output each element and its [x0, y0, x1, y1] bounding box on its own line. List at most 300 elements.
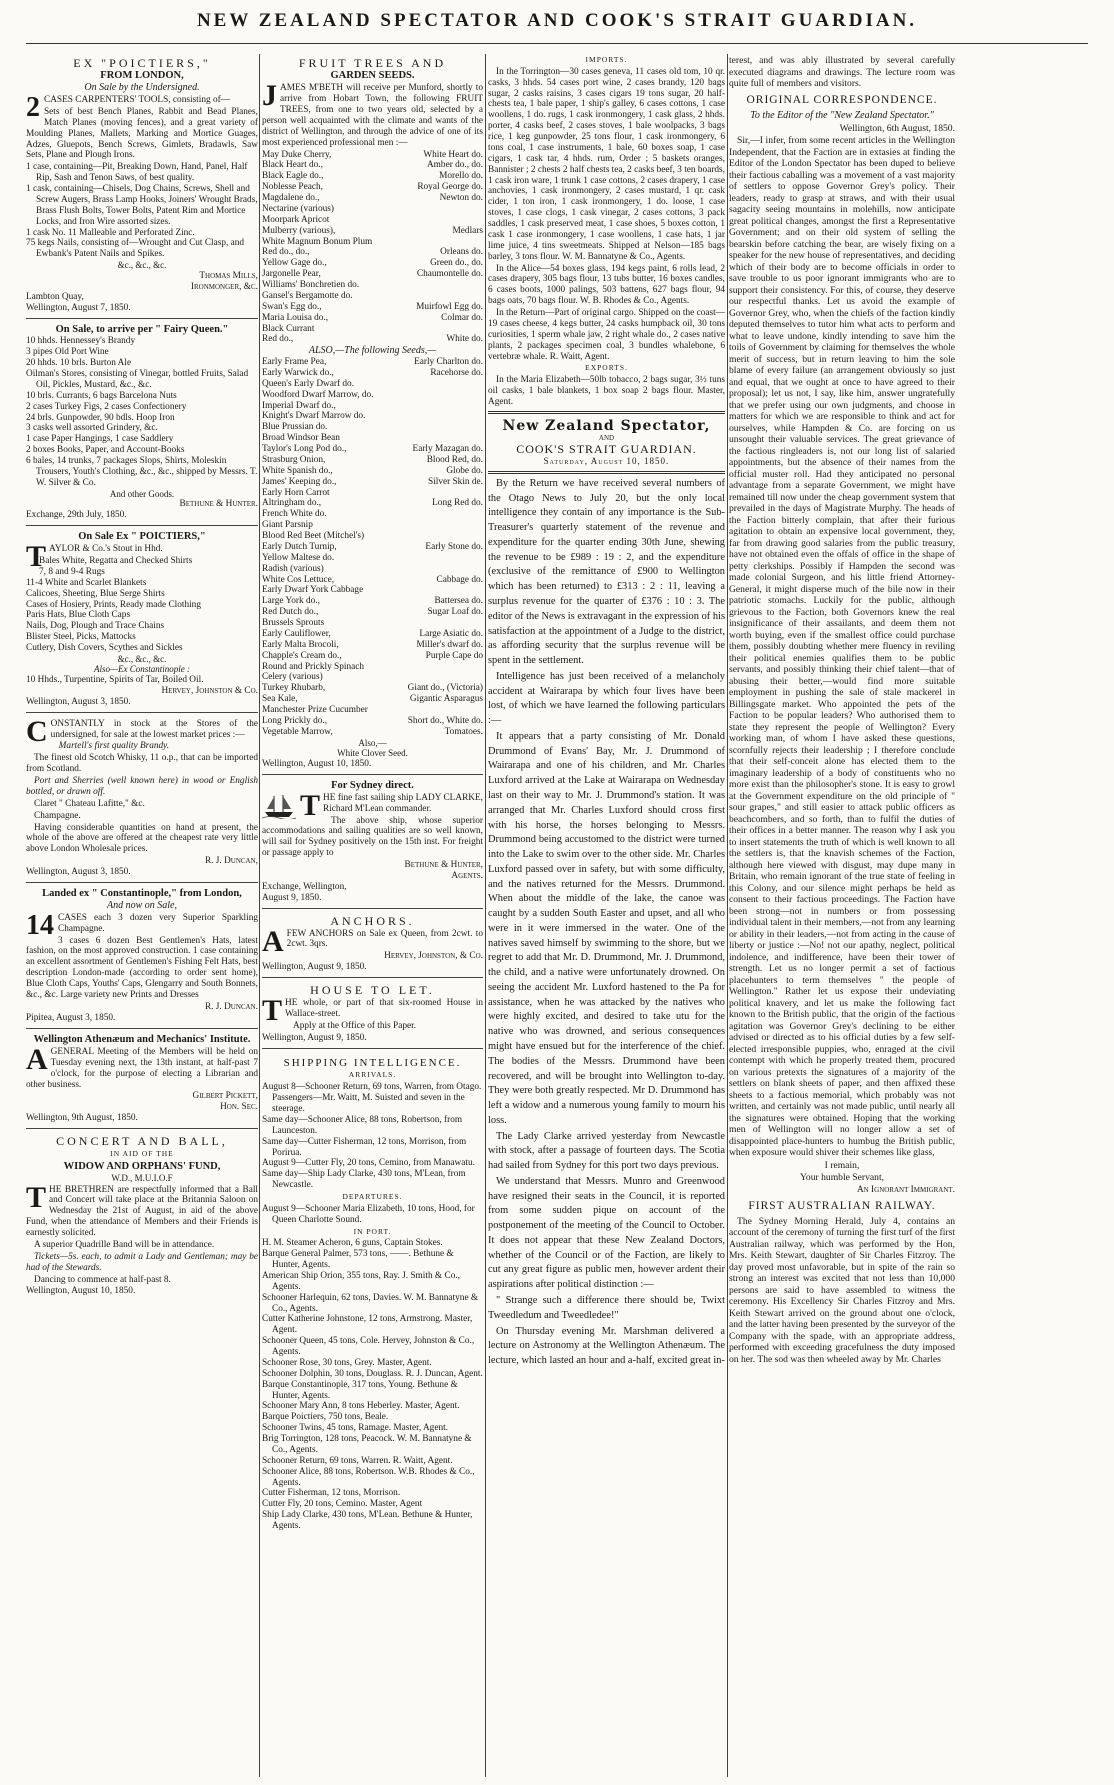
- ad-line: Martell's first quality Brandy.: [58, 741, 170, 752]
- list-item: [262, 390, 483, 401]
- letter-body: Sir,—I infer, from some recent articles in the Wellington Independent, that the Faction are in extasies at finding the Editor of the London Spectator has been duped to believe their factious caballing was a movement of a vast majority of settlers to oppose Governor Grey's policy. Their leaders, ready to grasp at straws, and with their usual sagacity seeing mountains in molehills, now anticipate great political changes, amongst the first a Representative Government; and on their old system of selling the bearskin before catching the bear, are wisely fixing on a speaker for the new house of representatives, and deciding which of their body are to become officials in order to save trouble to us poor ignorant immigrants who are to support their consistency. For this, of course, they deserve our respectful thanks. Let us avoid the example of Governor Grey, who, when the chiefs of the faction kindly deputed themselves to tutor him what acts to perform and what to leave undone, kindly intending to save him the toils of Government by claiming for themselves the whole merit of success, but in return leaving to him the sole blame of every failure (an arrangement obviously so just and equal, that we ought at once to have agreed to their proposal); let us not, I say, like him, answer ungratefully that we prefer using our own judgments, and choose in matters for which we are responsible to think and act for ourselves, while Hampden & Co. are forcing on us unsought their valuable services. The great grievance of the factious ringleaders is, not our long list of salaried appointments, but the absence of their names from the official muster roll. Had they anticipated no personal advantage from a separate Government, we might have remained till now under the cheap government system that prevailed in the days of Magistrate Murphy. The heads of the Faction bitterly complain, that after their furious agitation to obtain an expensive local government, they, far from drawing good salaries from the public treasury, have not obtained even the offals of office in the shape of petty clerkships. Possibly if Hampden the second was made colonial Surgeon, and his little friend Attorney-General, it might disperse much of the bile now in their patriotic stomachs. Luckily for the public, although grievous to the Faction, both Governors knew the real insignificance of their assailants, and deem them not worth buying, even if the smallest office could purchase them, possibly doubting whether mere fluency in reviling their political enemies qualifies them to be public servants, and possibly thinking their chief talent—that of abusing their better,—would find more suitable employment in pushing the sale of stale mackerel in Billingsgate market. Who appointed the pets of the Faction to be popular leaders? Who authorised them to state they represent the people of Wellington? Every working man, of whom I have asked these questions, scornfully rejects their leadership ; I therefore conclude that their self-conceit alone has elected them to the imaginary leadership of a body of constituents who no more exist than the philosopher's stone. It is easy to growl at the Government expenditure on the old principle of " sour grapes," and still easier to attack public officers as beachcombers, and so forth, than to fulfil the duties of their offices in a better manner. The reason why I ask you to insert statements the truth of which is well known to all the settlers is, that the knavish schemes of the Faction, although here viewed with disgust, may dupe many in Britain, who remain ignorant of the true state of feeling in this Colony, and our silence might perhaps be held as consent to their factious proceedings. The Faction have been strong—not in numbers or from possessing individual talent in their members,—not from any learning or ability in their leaders,—not from acting in the cause of liberty or justice :—No! not our apathy, neglect, political indolence, and indifference, have been their tower of strength. Let us no longer permit a set of factious placehunters to term themselves " the people of Wellington." Rather let us expose their undeviating political knavery, and let us make the following fact known to the British public, that the origin of the factious agitation was Governor Grey's declining to be either advised or directed as to his official duties by a few self-elected irresponsible puppies, who, enraged at the civil contempt with which he properly treated them, procured on various pretexts the signatures of a majority of the settlers on blank sheets of paper, and then affixed these sheets to a factious memorial, which probably was not written, and certainly was not made public, until nearly all the signatures were obtained. Hoping that the working men of Wellington will no longer allow a set of disappointed place-hunters to humbug the British public, when exposure would shiver their schemes like glass,: [729, 135, 955, 1159]
- list-item-left: Nectarine (various): [262, 203, 335, 214]
- list-item-right: Muirfowl Egg do.: [416, 301, 483, 312]
- list-item: [262, 422, 483, 433]
- list-item: [262, 455, 483, 466]
- list-item-left: Black Eagle do.,: [262, 171, 324, 182]
- shipping-entry: Schooner Alice, 88 tons, Robertson. W.B. Rhodes & Co., Agents.: [262, 1466, 475, 1488]
- list-item-right: Giant do., (Victoria): [407, 683, 483, 694]
- list-item: [262, 160, 483, 171]
- list-item-left: James' Keeping do.,: [262, 476, 337, 487]
- shipping-entry: August 8—Schooner Return, 69 tons, Warren, from Otago. Passengers—Mr. Waitt, M. Suisted and seven in the steerage.: [262, 1082, 482, 1114]
- list-item: [262, 640, 483, 651]
- list-item-right: Orleans do.: [440, 247, 483, 258]
- list-item: 75 kegs Nails, consisting of—Wrought and Cut Clasp, and Ewbank's Patent Nails and Spikes.: [26, 238, 245, 260]
- ad-heading: Landed ex " Constantinople," from London,: [42, 887, 242, 899]
- shipping-entry: American Ship Orion, 355 tons, Ray. J. Smith & Co., Agents.: [262, 1270, 460, 1292]
- list-item-left: Red do.,: [262, 334, 294, 345]
- list-item-left: Swan's Egg do.,: [262, 301, 322, 312]
- list-item: [262, 596, 483, 607]
- list-item-left: Long Prickly do.,: [262, 715, 328, 726]
- list-item-left: Taylor's Long Pod do.,: [262, 444, 347, 454]
- etc-line: &c., &c., &c.: [117, 653, 167, 664]
- list-item-right: Cabbage do.: [436, 574, 483, 585]
- signature: Bethune & Hunter,: [404, 860, 483, 871]
- list-item-left: Knight's Dwarf Marrow do.: [262, 411, 366, 422]
- list-item: Cutlery, Dish Covers, Scythes and Sickles: [26, 643, 183, 654]
- ad-line: Tickets—5s. each, to admit a Lady and Gentleman; may be had of the Stewards.: [26, 1251, 258, 1273]
- list-item: 24 brls. Gunpowder, 90 bdls. Hoop Iron: [26, 412, 175, 423]
- masthead-rule: [26, 43, 1088, 44]
- ad-sale-line: And now on Sale,: [107, 900, 177, 912]
- list-item-left: Strasburg Onion,: [262, 454, 326, 465]
- list-item-right: Tomatoes.: [444, 726, 483, 737]
- list-item-right: Short do., White do.: [407, 715, 483, 726]
- list-item-left: May Duke Cherry,: [262, 149, 332, 160]
- list-item-left: French White do.: [262, 509, 327, 520]
- list-item-left: Black Heart do.,: [262, 160, 323, 171]
- list-item: [262, 433, 483, 444]
- list-item-right: Morello do.: [439, 171, 483, 182]
- list-item-left: Turkey Rhubarb,: [262, 683, 326, 694]
- exports-paragraph: In the Maria Elizabeth—50lb tobacco, 2 bags sugar, 3½ tuns oil casks, 1 bale blankets, 1 box soap 2 bags flour. Master, Agent.: [488, 375, 725, 407]
- list-item-left: Williams' Bonchretien do.: [262, 280, 360, 291]
- list-item-left: Altringham do.,: [262, 498, 322, 509]
- article-continuation: terest, and was ably illustrated by several carefully executed diagrams and drawings. The lecture room was quite full of members and visitors.: [729, 55, 955, 89]
- subsection-heading: IN PORT.: [353, 1226, 392, 1236]
- list-item-left: Broad Windsor Bean: [262, 433, 340, 444]
- shipping-entry: Schooner Rose, 30 tons, Grey. Master, Agent.: [262, 1357, 432, 1368]
- list-item-left: Early Frame Pea,: [262, 357, 327, 367]
- list-item: [262, 466, 483, 477]
- drop-number: 2: [26, 92, 40, 123]
- date-line: Exchange, 29th July, 1850.: [26, 510, 127, 521]
- signature-title: Hon. Sec.: [220, 1102, 258, 1113]
- list-item-left: Magdalene do.,: [262, 193, 320, 204]
- ad-heading: FRUIT TREES AND: [298, 56, 447, 70]
- etc-line: &c., &c., &c.: [117, 260, 167, 271]
- list-item: [262, 182, 483, 193]
- place-line: Lambton Quay,: [26, 292, 84, 303]
- list-item-right: Large Asiatic do.: [419, 628, 483, 639]
- ad-lead: AYLOR & Co.'s Stout in Hhd.: [49, 544, 163, 555]
- list-item: [262, 498, 483, 509]
- column-divider: [259, 54, 260, 1777]
- list-item: 6 bales, 14 trunks, 7 packages Slops, Shirts, Moleskin Trousers, Youth's Clothing, &c., &c., shipped by Messrs. T. W. Silver & Co.: [26, 456, 258, 488]
- list-item-right: Early Stone do.: [425, 541, 483, 552]
- list-item: [262, 357, 483, 368]
- list-item: [262, 607, 483, 618]
- ad-body: HE BRETHREN are respectfully informed that a Ball and Concert will take place at the Britannia Saloon on Wednesday the 21st of August, in aid of the above Fund, when the attendance of Members and their Friends is earnestly solicited.: [26, 1184, 258, 1239]
- ad-fairy-queen: [26, 322, 258, 526]
- list-item-right: Colmar do.: [441, 312, 483, 323]
- list-item: 10 hhds. Hennessey's Brandy: [26, 336, 136, 347]
- list-item: [262, 226, 483, 237]
- list-item-left: Mulberry (various),: [262, 225, 336, 236]
- shipping-entry: Cutter Fly, 20 tons, Cemino. Master, Agent: [262, 1499, 423, 1510]
- ad-heading: Wellington Athenæum and Mechanics' Institute.: [33, 1033, 251, 1045]
- list-item-left: Radish (various): [262, 563, 324, 574]
- column-2: [262, 54, 483, 1777]
- list-item: 3 casks well assorted Grindery, &c.: [26, 423, 158, 434]
- list-item: [262, 542, 483, 553]
- shipping-entry: Same day—Ship Lady Clarke, 430 tons, M'Lean, from Newcastle.: [262, 1169, 466, 1191]
- section-heading: ORIGINAL CORRESPONDENCE.: [746, 93, 938, 106]
- ad-lead: AMES M'BETH will receive per Munford, shortly to arrive from Hobart Town, the following FRUIT TREES, from one to two years old, selected by a person well acquainted with the climate and wants of the district of Wellington, and through the advice of one of its most experienced professional men :—: [262, 83, 483, 148]
- editorial-paragraph: " Strange such a difference there should be, Twixt Tweedledum and Tweedledee!": [488, 1295, 725, 1321]
- editorial-paragraph: The Lady Clarke arrived yesterday from Newcastle with stock, after a passage of fourteen days. The Scotia had sailed from Sydney for this port two days previous.: [488, 1130, 725, 1172]
- list-item: [262, 705, 483, 716]
- list-item: 2 boxes Books, Paper, and Account-Books: [26, 445, 185, 456]
- list-item: [262, 564, 483, 575]
- drop-cap: T: [262, 994, 283, 1028]
- list-item-right: White do.: [446, 334, 483, 345]
- list-item-left: Chapple's Cream do.,: [262, 650, 342, 661]
- ship-icon: [262, 793, 296, 819]
- list-item-right: Gigantic Asparagus: [409, 694, 483, 705]
- shipping-entry: Brig Torrington, 128 tons, Peacock. W. M. Bannatyne & Co., Agents.: [262, 1434, 472, 1455]
- letter-closing: I remain,: [824, 1159, 860, 1171]
- drop-cap: A: [262, 924, 284, 958]
- ad-fruit-trees: [262, 54, 483, 775]
- also-line: Also,—: [358, 737, 387, 748]
- list-item-left: Blood Red Beet (Mitchel's): [262, 531, 365, 541]
- list-item-left: Early Horn Carrot: [262, 487, 330, 498]
- issue-date: Saturday, August 10, 1850.: [543, 456, 670, 467]
- list-item: [262, 291, 483, 302]
- list-item: Cases of Hosiery, Prints, Ready made Clothing: [26, 599, 201, 610]
- divider: [488, 411, 725, 414]
- drop-cap: T: [300, 788, 321, 822]
- ad-subheading: FROM LONDON,: [100, 70, 184, 82]
- list-item-left: Early Malta Brocoli,: [262, 639, 339, 650]
- column-divider: [727, 54, 728, 1777]
- list-item-left: Imperial Dwarf do.,: [262, 400, 336, 411]
- ad-concert-ball: [26, 1132, 258, 1301]
- list-item: 10 brls. Currants, 6 bags Barcelona Nuts: [26, 390, 177, 401]
- divider: [488, 471, 725, 474]
- list-item-right: Racehorse do.: [430, 367, 483, 378]
- column-4: [729, 54, 955, 1777]
- signature: R. J. Duncan,: [204, 856, 258, 867]
- list-item-left: Blue Prussian do.: [262, 422, 328, 433]
- list-item-left: Moorpark Apricot: [262, 214, 330, 225]
- seed-list: [262, 357, 483, 738]
- ad-subheading: GARDEN SEEDS.: [330, 70, 415, 82]
- list-item-right: Medlars: [452, 225, 483, 236]
- list-item: 20 hhds. 10 brls. Burton Ale: [26, 358, 132, 369]
- masthead-title: NEW ZEALAND SPECTATOR AND COOK'S STRAIT GUARDIAN.: [196, 10, 918, 31]
- ad-heading: EX "POICTIERS,": [73, 56, 211, 70]
- subsection-heading: DEPARTURES.: [342, 1192, 403, 1201]
- column-1: [26, 54, 258, 1777]
- date-line: Wellington, August 3, 1850.: [26, 867, 131, 877]
- also-line: Also—Ex Constantinople :: [94, 664, 190, 675]
- ad-heading: On Sale, to arrive per " Fairy Queen.": [55, 324, 229, 336]
- drop-cap: C: [26, 714, 48, 748]
- shipping-entry: Schooner Twins, 45 tons, Ramage. Master, Agent.: [262, 1423, 449, 1434]
- shipping-entry: H. M. Steamer Acheron, 6 guns, Captain Stokes.: [262, 1238, 443, 1249]
- shipping-entry: Cutter Katherine Johnstone, 12 tons, Armstrong. Master, Agent.: [262, 1314, 473, 1336]
- editorial-paragraph: It appears that a party consisting of Mr. Donald Drummond of Evans' Bay, Mr. J. Drummond of Wairarapa and one of his children, and Mr. Charles Luxford arrived at the Lake at Wairarapa on Wednesday last on their way to Mr. J. Drummond's station. It was arranged that Mr. Charles Luxford should cross first with his horse, the horses belonging to Messrs. Drummond being accustomed to the district were turned into the Lake to swim over to the other side. Mr. Charles Luxford passed over in safety, but with some difficulty, and the natives returned for the Messrs. Drummond. When about the middle of the lake, the canoe was caught by a sudden South Easter and upset, and all who were in it were immersed in the water. One of the natives saved himself by swimming to the shore, but we regret to add that Mr. D. Drummond, Mr. J. Drummond, the child, and a native were unfortunately drowned. On seeing the accident Mr. Luxford hastened to the Pa for assistance, when he was attacked by the natives who were highly excited, and desired to take utu for the native who was drowned, and serious consequences might have ensued but for the interference of the chief. The bodies of the Messrs. Drummond have been recovered, and will be brought into Wellington to-day. They were both greatly respected. Mr D. Drummond has left a widow and a numerous young family to mourn his loss.: [488, 730, 725, 1126]
- ad-body: FEW ANCHORS on Sale ex Queen, from 2cwt. to 2cwt. 3qrs.: [286, 928, 483, 950]
- list-item-right: Battersea do.: [434, 596, 483, 607]
- list-item-left: Manchester Prize Cucumber: [262, 705, 368, 715]
- list-item-left: Jargonelle Pear,: [262, 269, 321, 280]
- list-item-left: Maria Louisa do.,: [262, 312, 329, 323]
- list-item: [262, 662, 483, 673]
- ad-body: Sets of best Bench Planes, Rabbit and Bead Planes, Match Planes (moving fences), and a great variety of Moulding Planes, Mallets, Marking and Mortice Guages, Adzes, Gluepots, Bench Screws, Gimlets, Bradawls, Saw Sets, Plane and Plough Irons.: [26, 106, 258, 161]
- ad-body: 3 cases 6 dozen Best Gentlemen's Hats, latest fashion, on the most approved construction. 1 case containing an excellent assortment of Gentlemen's Fishing Felt Hats, best description London-made (according to order sent home), Blue Cloth Caps, Youths' Caps, Glengarry and South Bonnets, &c., &c. Large variety new Prints and Dresses: [26, 935, 258, 1000]
- column-3: [488, 54, 725, 1777]
- list-item-left: Early Cauliflower,: [262, 628, 331, 639]
- list-item: [262, 171, 483, 182]
- signature: Hervey, Johnston & Co.: [161, 685, 258, 696]
- shipping-entry: Barque Poictiers, 750 tons, Beale.: [262, 1412, 389, 1423]
- ad-body: The above ship, whose superior accommodations and sailing qualities are so well known, will sail for Sydney positively on the 15th inst. For freight or passage apply to: [262, 815, 483, 859]
- list-item: [262, 575, 483, 586]
- editorial-paragraph: On Thursday evening Mr. Marshman delivered a lecture on Astronomy at the Wellington Athenæum. The lecture, which lasted an hour and a-half, excited great in-: [488, 1325, 725, 1367]
- letter-closing: Your humble Servant,: [799, 1172, 885, 1184]
- list-item-right: Globe do.: [446, 465, 483, 476]
- list-item: [262, 629, 483, 640]
- drop-number: 14: [26, 909, 54, 941]
- list-item-right: Long Red do.: [432, 498, 483, 509]
- ad-lead: ONSTANTLY in stock at the Stores of the undersigned, for sale at the lowest market prices :—: [50, 718, 258, 740]
- list-item: [262, 204, 483, 215]
- ad-line: Claret " Chateau Lafitte," &c.: [34, 798, 145, 809]
- list-item: [262, 531, 483, 542]
- shipping-entry: Ship Lady Clarke, 430 tons, M'Lean. Bethune & Hunter, Agents.: [262, 1510, 473, 1532]
- list-item: [262, 258, 483, 269]
- list-item-left: Early Dwarf York Cabbage: [262, 585, 364, 596]
- shipping-intelligence: [262, 1052, 483, 1536]
- departures-list: [262, 1204, 483, 1226]
- date-line: Wellington, 9th August, 1850.: [26, 1113, 138, 1124]
- list-item: [262, 509, 483, 520]
- signature: Gilbert Pickett,: [192, 1091, 258, 1102]
- list-item: [262, 150, 483, 161]
- list-item-left: Celery (various): [262, 672, 323, 683]
- date-line: Wellington, August 9, 1850.: [262, 1032, 367, 1043]
- date-line: Wellington, August 10, 1850.: [262, 758, 372, 769]
- drop-cap: T: [26, 1180, 47, 1214]
- shipping-entry: Barque General Palmer, 573 tons, ——. Bethune & Hunter, Agents.: [262, 1249, 454, 1271]
- list-item-right: Early Charlton do.: [414, 357, 483, 367]
- ad-poictiers-goods: [26, 529, 258, 713]
- list-item-right: Sugar Loaf do.: [427, 607, 483, 618]
- list-item-left: White Spanish do.,: [262, 465, 333, 476]
- list-item: [262, 247, 483, 258]
- list-item-left: Giant Parsnip: [262, 520, 313, 531]
- list-item-left: Early Warwick do.,: [262, 367, 334, 378]
- arrivals-list: [262, 1082, 483, 1191]
- list-item: [262, 368, 483, 379]
- section-heading: IMPORTS.: [585, 55, 628, 64]
- section-heading: EXPORTS.: [585, 363, 628, 373]
- list-item-left: Gansel's Bergamotte do.: [262, 290, 353, 301]
- list-item: 7, 8 and 9-4 Rugs: [39, 566, 105, 577]
- list-item-right: Silver Skin de.: [427, 476, 483, 487]
- ad-item-list: [26, 162, 258, 260]
- imports-paragraph: In the Torrington—30 cases geneva, 11 cases old tom, 10 qr. casks, 3 hhds. 54 cases port wine, 2 cases brandy, 120 bags sugar, 2 casks raisins, 3 cases cigars 19 tons sugar, 20 half-chests tea, 1 bale paper, 1 ship's galley, 6 cases cottons, 1 case woollens, 1 do. rugs, 1 cask ironmongery, 1 cask glass, 2 hhds. porter, 4 casks beef, 2 cases stoves, 1 bale woolpacks, 3 bags rice, 1 keg gunpowder, 25 tons flour, 1 cask ironmongery, 6 tons coal, 1 case instruments, 1 bale, 60 boxes soap, 1 case cigars, 1 cask tar, 4 hhds. rum, Order ; 5 baskets oranges, Bannister ; 2 chests 2 half chests tea, 2 casks beef, 3 ten boards, 1 cask iron ware, 1 trunk 1 case cottons, 2 cases drapery, 1 case anchovies, 1 cask ironmongery, 2 cases mustard, 1 qr. cask cider, 1 ton iron, 1 cask ironmongery, 1 do. loose, 1 case stoves, 1 case clogs, 1 cask vinegar, 2 cases cottons, 3 pack saddles, 1 cask preserved meat, 1 case shoes, 5 boxes cotton, 1 cask 1 case ironmongery, 1 case woollens, 1 case hats, 1 jar lime juice, 4 tins sweetmeats. Shipped at Nelson—185 bags barley, 3 tons flour. W. M. Bannatyne & Co., Agents.: [488, 66, 725, 262]
- date-line: Pipitea, August 3, 1850.: [26, 1012, 116, 1023]
- list-item: 2 cases Turkey Figs, 2 cases Confectionery: [26, 401, 187, 412]
- shipping-entry: August 9—Cutter Fly, 20 tons, Cemino, from Manawatu.: [262, 1158, 475, 1169]
- list-item: Blister Steel, Picks, Mattocks: [26, 632, 136, 643]
- list-item-right: Blood Red, do.: [426, 454, 483, 465]
- list-item: [262, 237, 483, 248]
- list-item: [262, 215, 483, 226]
- shipping-entry: Schooner Queen, 45 tons, Cole. Hervey, Johnston & Co., Agents.: [262, 1336, 475, 1358]
- list-item: 1 cask, containing—Chisels, Dog Chains, Screws, Shell and Screw Augers, Brass Lamp Hooks, Joiners' Wrought Brads, Brass Flush Bolts, Tower Bolts, Patent Rim and Mortice Locks, and Iron Wire assorted sizes.: [26, 184, 258, 227]
- ad-athenaeum: [26, 1032, 258, 1129]
- nameplate-subtitle: COOK'S STRAIT GUARDIAN.: [516, 442, 697, 457]
- section-heading: FIRST AUSTRALIAN RAILWAY.: [748, 1199, 936, 1212]
- list-item-left: Brussels Sprouts: [262, 618, 325, 628]
- ad-sale-line: On Sale by the Undersigned.: [84, 82, 200, 94]
- list-item: 1 case Paper Hangings, 1 case Saddlery: [26, 434, 174, 445]
- list-item-left: Red Dutch do.,: [262, 607, 319, 618]
- ad-item-list: [26, 336, 258, 488]
- ad-house-to-let: [262, 981, 483, 1049]
- list-item-left: Early Dutch Turnip,: [262, 541, 337, 552]
- subsection-heading: ARRIVALS.: [348, 1070, 397, 1080]
- list-item: [262, 727, 483, 738]
- ad-sydney-direct: [262, 778, 483, 909]
- ad-line: Apply at the Office of this Paper.: [293, 1020, 416, 1031]
- list-item: [262, 193, 483, 204]
- list-item: [262, 334, 483, 345]
- in-port-list: [262, 1238, 483, 1532]
- list-item: 1 cask No. 11 Malleable and Perforated Zinc.: [26, 227, 195, 238]
- ad-duncan-spirits: [26, 716, 258, 883]
- list-item: [262, 302, 483, 313]
- signature-title: Agents.: [451, 870, 483, 881]
- list-item-right: Purple Cape do: [425, 650, 483, 661]
- list-item-left: White Cos Lettuce,: [262, 574, 335, 585]
- ad-heading: For Sydney direct.: [331, 779, 414, 791]
- ad-body: GENERAL Meeting of the Members will be held on Tuesday evening next, the 13th instant, at half-past 7 o'clock, for the purpose of electing a Librarian and other business.: [26, 1046, 258, 1090]
- ad-heading: ANCHORS.: [330, 913, 415, 928]
- list-item-left: Yellow Gage do.,: [262, 258, 327, 269]
- ad-heading: HOUSE TO LET.: [310, 983, 435, 998]
- date-line: Wellington, August 9, 1850.: [262, 962, 367, 973]
- list-item: [262, 520, 483, 531]
- shipping-entry: Schooner Dolphin, 30 tons, Douglass. R. J. Duncan, Agent.: [262, 1368, 483, 1379]
- letter-signature: An Ignorant Immigrant.: [856, 1184, 955, 1195]
- nameplate-and: AND: [598, 434, 615, 443]
- date-line: August 9, 1850.: [262, 892, 322, 903]
- ad-item-list: [26, 556, 258, 654]
- ad-constantinople: [26, 886, 258, 1029]
- list-item: [262, 411, 483, 422]
- list-item-left: Yellow Maltese do.: [262, 552, 335, 563]
- shipping-entry: Schooner Return, 69 tons, Warren. R. Waitt, Agent.: [262, 1455, 453, 1466]
- list-item: [262, 694, 483, 705]
- section-heading: SHIPPING INTELLIGENCE.: [283, 1056, 462, 1069]
- date-line: Wellington, August 10, 1850.: [26, 1286, 136, 1297]
- list-item: [262, 401, 483, 412]
- tree-list: [262, 150, 483, 346]
- imports-paragraph: In the Return—Part of original cargo. Shipped on the coast—19 cases cheese, 4 kegs butter, 24 casks humpback oil, 30 tons curiosities, 1 sperm whale jaw, 2 right whale do., 2 cases native plants, 2 packages specimen coal, 3 bundles whalebone, 6 vertebræ whale. R. Waitt, Agent.: [488, 308, 725, 362]
- ad-line: Champagne.: [34, 810, 81, 821]
- list-item: Bales White, Regatta and Checked Shirts: [39, 556, 193, 567]
- letter-date: Wellington, 6th August, 1850.: [839, 122, 955, 134]
- ad-line: Port and Sherries (well known here) in wood or English bottled, or drawn off.: [26, 776, 258, 797]
- list-item: [262, 444, 483, 455]
- list-item: [262, 477, 483, 488]
- drop-cap: J: [262, 79, 277, 113]
- list-item: [262, 618, 483, 629]
- clover-line: White Clover Seed.: [337, 748, 408, 759]
- ad-line: The finest old Scotch Whisky, 11 o.p., that can be imported from Scotland.: [26, 753, 258, 775]
- editorial: [488, 477, 725, 1369]
- list-item-left: Red do., do.,: [262, 247, 310, 258]
- signature-title: Ironmonger, &c.: [190, 281, 258, 292]
- list-item: 11-4 White and Scarlet Blankets: [26, 577, 147, 588]
- also-items: 10 Hhds., Turpentine, Spirits of Tar, Boiled Oil.: [26, 675, 204, 685]
- shipping-entry: Same day—Schooner Alice, 88 tons, Robertson, from Launceston.: [262, 1114, 463, 1136]
- editorial-paragraph: Intelligence has just been received of a melancholy accident at Wairarapa by which four lives have been lost, of which we have learned the following particulars :—: [488, 670, 725, 727]
- date-line: Wellington, August 3, 1850.: [26, 696, 131, 707]
- list-item: 3 pipes Old Port Wine: [26, 347, 109, 358]
- list-item: [262, 651, 483, 662]
- nameplate-title: New Zealand Spectator,: [502, 417, 711, 434]
- ad-anchors: [262, 912, 483, 979]
- list-item: [262, 585, 483, 596]
- place-line: Exchange, Wellington,: [262, 881, 347, 892]
- shipping-entry: Schooner Harlequin, 62 tons, Davies. W. M. Bannatyne & Co., Agents.: [262, 1292, 479, 1314]
- list-item: Calicoes, Sheeting, Blue Serge Shirts: [26, 588, 165, 599]
- list-item-right: Green do., do.: [430, 258, 483, 269]
- list-item-left: White Magnum Bonum Plum: [262, 236, 373, 247]
- ad-line: Dancing to commence at half-past 8.: [34, 1274, 171, 1285]
- list-item: Paris Hats, Blue Cloth Caps: [26, 610, 131, 621]
- list-item-right: Chaumontelle do.: [416, 269, 483, 280]
- ad-subheading: IN AID OF THE: [110, 1149, 174, 1159]
- date-line: Wellington, August 7, 1850.: [26, 303, 131, 314]
- drop-cap: A: [26, 1042, 48, 1076]
- imports-paragraph: In the Alice—54 boxes glass, 194 kegs paint, 6 rolls lead, 2 cases drapery, 305 bags flour, 13 tubs butter, 16 boxes candles, 6 cases boots, 1000 palings, 503 battens, 627 bags flour, 94 bags oats, 70 bags flour. W. B. Rhodes & Co., Agents.: [488, 263, 725, 307]
- list-item: [262, 324, 483, 335]
- list-item-left: Large York do.,: [262, 596, 320, 607]
- shipping-entry: Barque Constantinople, 317 tons, Young. Bethune & Hunter, Agents.: [262, 1379, 458, 1401]
- list-item-left: Noblesse Peach,: [262, 182, 323, 193]
- imports-section: [488, 56, 725, 408]
- shipping-entry: Schooner Mary Ann, 8 tons Heberley. Master, Agent.: [262, 1401, 460, 1412]
- ad-body: HE fine fast sailing ship LADY CLARKE, Richard M'Lean commander.: [323, 792, 483, 814]
- list-item: Nails, Dog, Plough and Trace Chains: [26, 621, 165, 632]
- ad-subheading: WIDOW AND ORPHANS' FUND,: [63, 1160, 221, 1172]
- list-item-right: Early Mazagan do.: [412, 444, 483, 454]
- list-item-left: Round and Prickly Spinach: [262, 661, 364, 672]
- drop-cap: T: [26, 540, 47, 574]
- ad-lead: CASES CARPENTERS' TOOLS, consisting of—: [44, 95, 231, 105]
- other-goods: And other Goods.: [109, 488, 175, 499]
- list-item-right: Royal George do.: [417, 182, 483, 193]
- signature: Thomas Mills,: [199, 270, 258, 281]
- ad-lead: CASES each 3 dozen very Superior Sparkling Champagne.: [58, 912, 258, 934]
- list-item: Oilman's Stores, consisting of Vinegar, bottled Fruits, Salad Oil, Pickles, Mustard, &c., &c.: [26, 369, 249, 390]
- nameplate: [488, 418, 725, 467]
- list-item-left: Queen's Early Dwarf do.: [262, 378, 355, 389]
- editorial-paragraph: We understand that Messrs. Munro and Greenwood have resigned their seats in the Council, it is reported from some sudden pique on account of the postponement of the meeting of the Council to October. It does not appear that these New Zealand Doctors, whether of the Council or of the Faction, are likely to cut any great figure as public men, however ardent their aspirations after political distinction :—: [488, 1175, 725, 1291]
- list-item: [262, 313, 483, 324]
- ad-heading: CONCERT AND BALL,: [56, 1134, 228, 1148]
- list-item-left: Vegetable Marrow,: [262, 726, 333, 737]
- signature: Hervey, Johnston, & Co.: [384, 951, 483, 962]
